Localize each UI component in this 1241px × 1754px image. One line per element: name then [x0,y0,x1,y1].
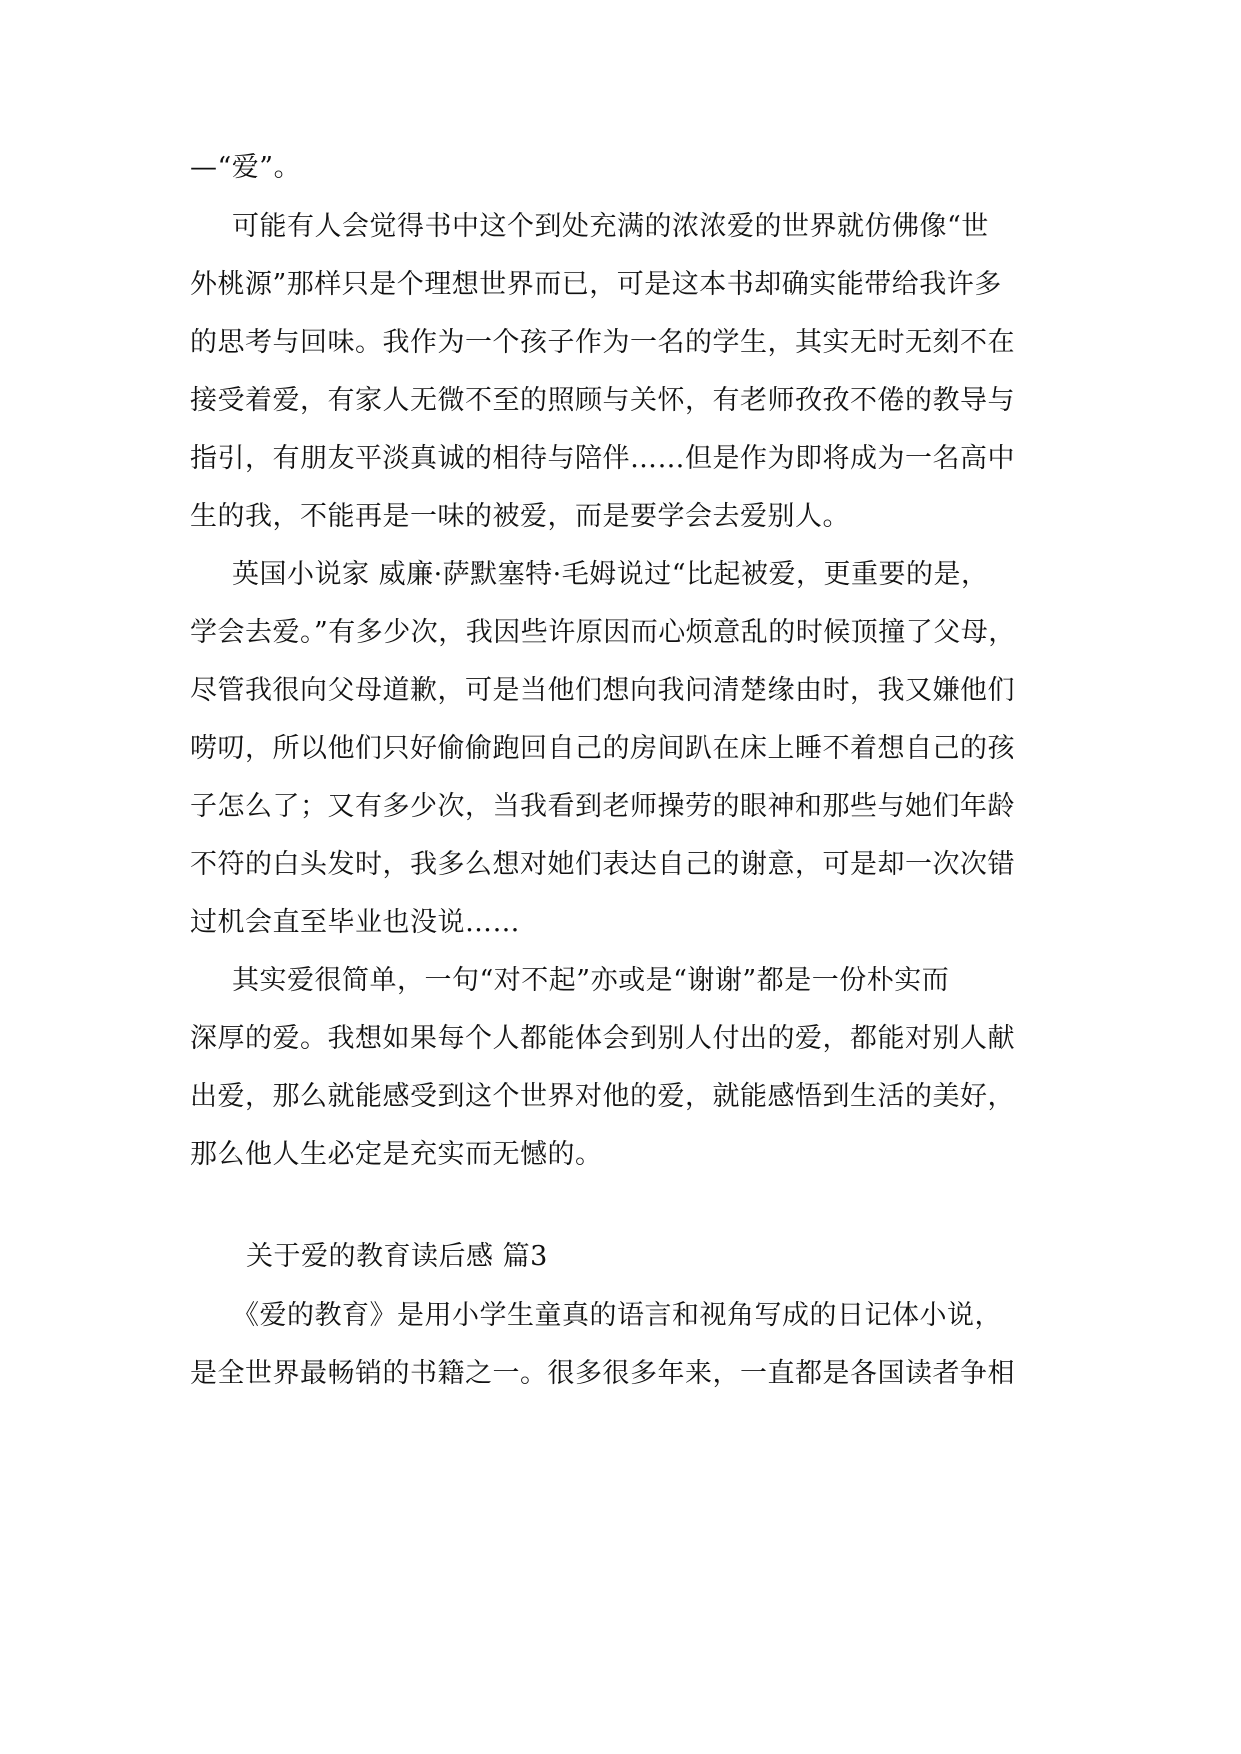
text-line: 不符的白头发时，我多么想对她们表达自己的谢意，可是却一次次错 [190,849,1015,880]
text-line: 指引，有朋友平淡真诚的相待与陪伴……但是作为即将成为一名高中 [190,443,1015,474]
text-line: 《爱的教育》是用小学生童真的语言和视角写成的日记体小说， [232,1300,1002,1331]
text-line: —“爱”。 [190,152,302,183]
text-line: 深厚的爱。我想如果每个人都能体会到别人付出的爱，都能对别人献 [190,1023,1015,1054]
text-line: 可能有人会觉得书中这个到处充满的浓浓爱的世界就仿佛像“世 [232,211,989,242]
text-line: 是全世界最畅销的书籍之一。很多很多年来，一直都是各国读者争相 [190,1358,1015,1389]
text-line: 子怎么了；又有多少次，当我看到老师操劳的眼神和那些与她们年龄 [190,791,1015,822]
text-line: 学会去爱。”有多少次，我因些许原因而心烦意乱的时候顶撞了父母， [190,617,1016,648]
text-line: 的思考与回味。我作为一个孩子作为一名的学生，其实无时无刻不在 [190,327,1015,358]
text-line: 接受着爱，有家人无微不至的照顾与关怀，有老师孜孜不倦的教导与 [190,385,1015,416]
text-line: 生的我，不能再是一味的被爱，而是要学会去爱别人。 [190,501,850,532]
text-line: 外桃源”那样只是个理想世界而已，可是这本书却确实能带给我许多 [190,269,1002,300]
text-line: 尽管我很向父母道歉，可是当他们想向我问清楚缘由时，我又嫌他们 [190,675,1015,706]
text-line: 那么他人生必定是充实而无憾的。 [190,1139,603,1170]
text-line: 唠叨，所以他们只好偷偷跑回自己的房间趴在床上睡不着想自己的孩 [190,733,1015,764]
text-line: 其实爱很简单，一句“对不起”亦或是“谢谢”都是一份朴实而 [232,965,950,996]
text-line: 出爱，那么就能感受到这个世界对他的爱，就能感悟到生活的美好， [190,1081,1015,1112]
text-line: 过机会直至毕业也没说…… [190,907,520,938]
section-heading: 关于爱的教育读后感 篇3 [246,1241,548,1272]
text-line: 英国小说家 威廉·萨默塞特·毛姆说过“比起被爱，更重要的是， [232,559,989,590]
